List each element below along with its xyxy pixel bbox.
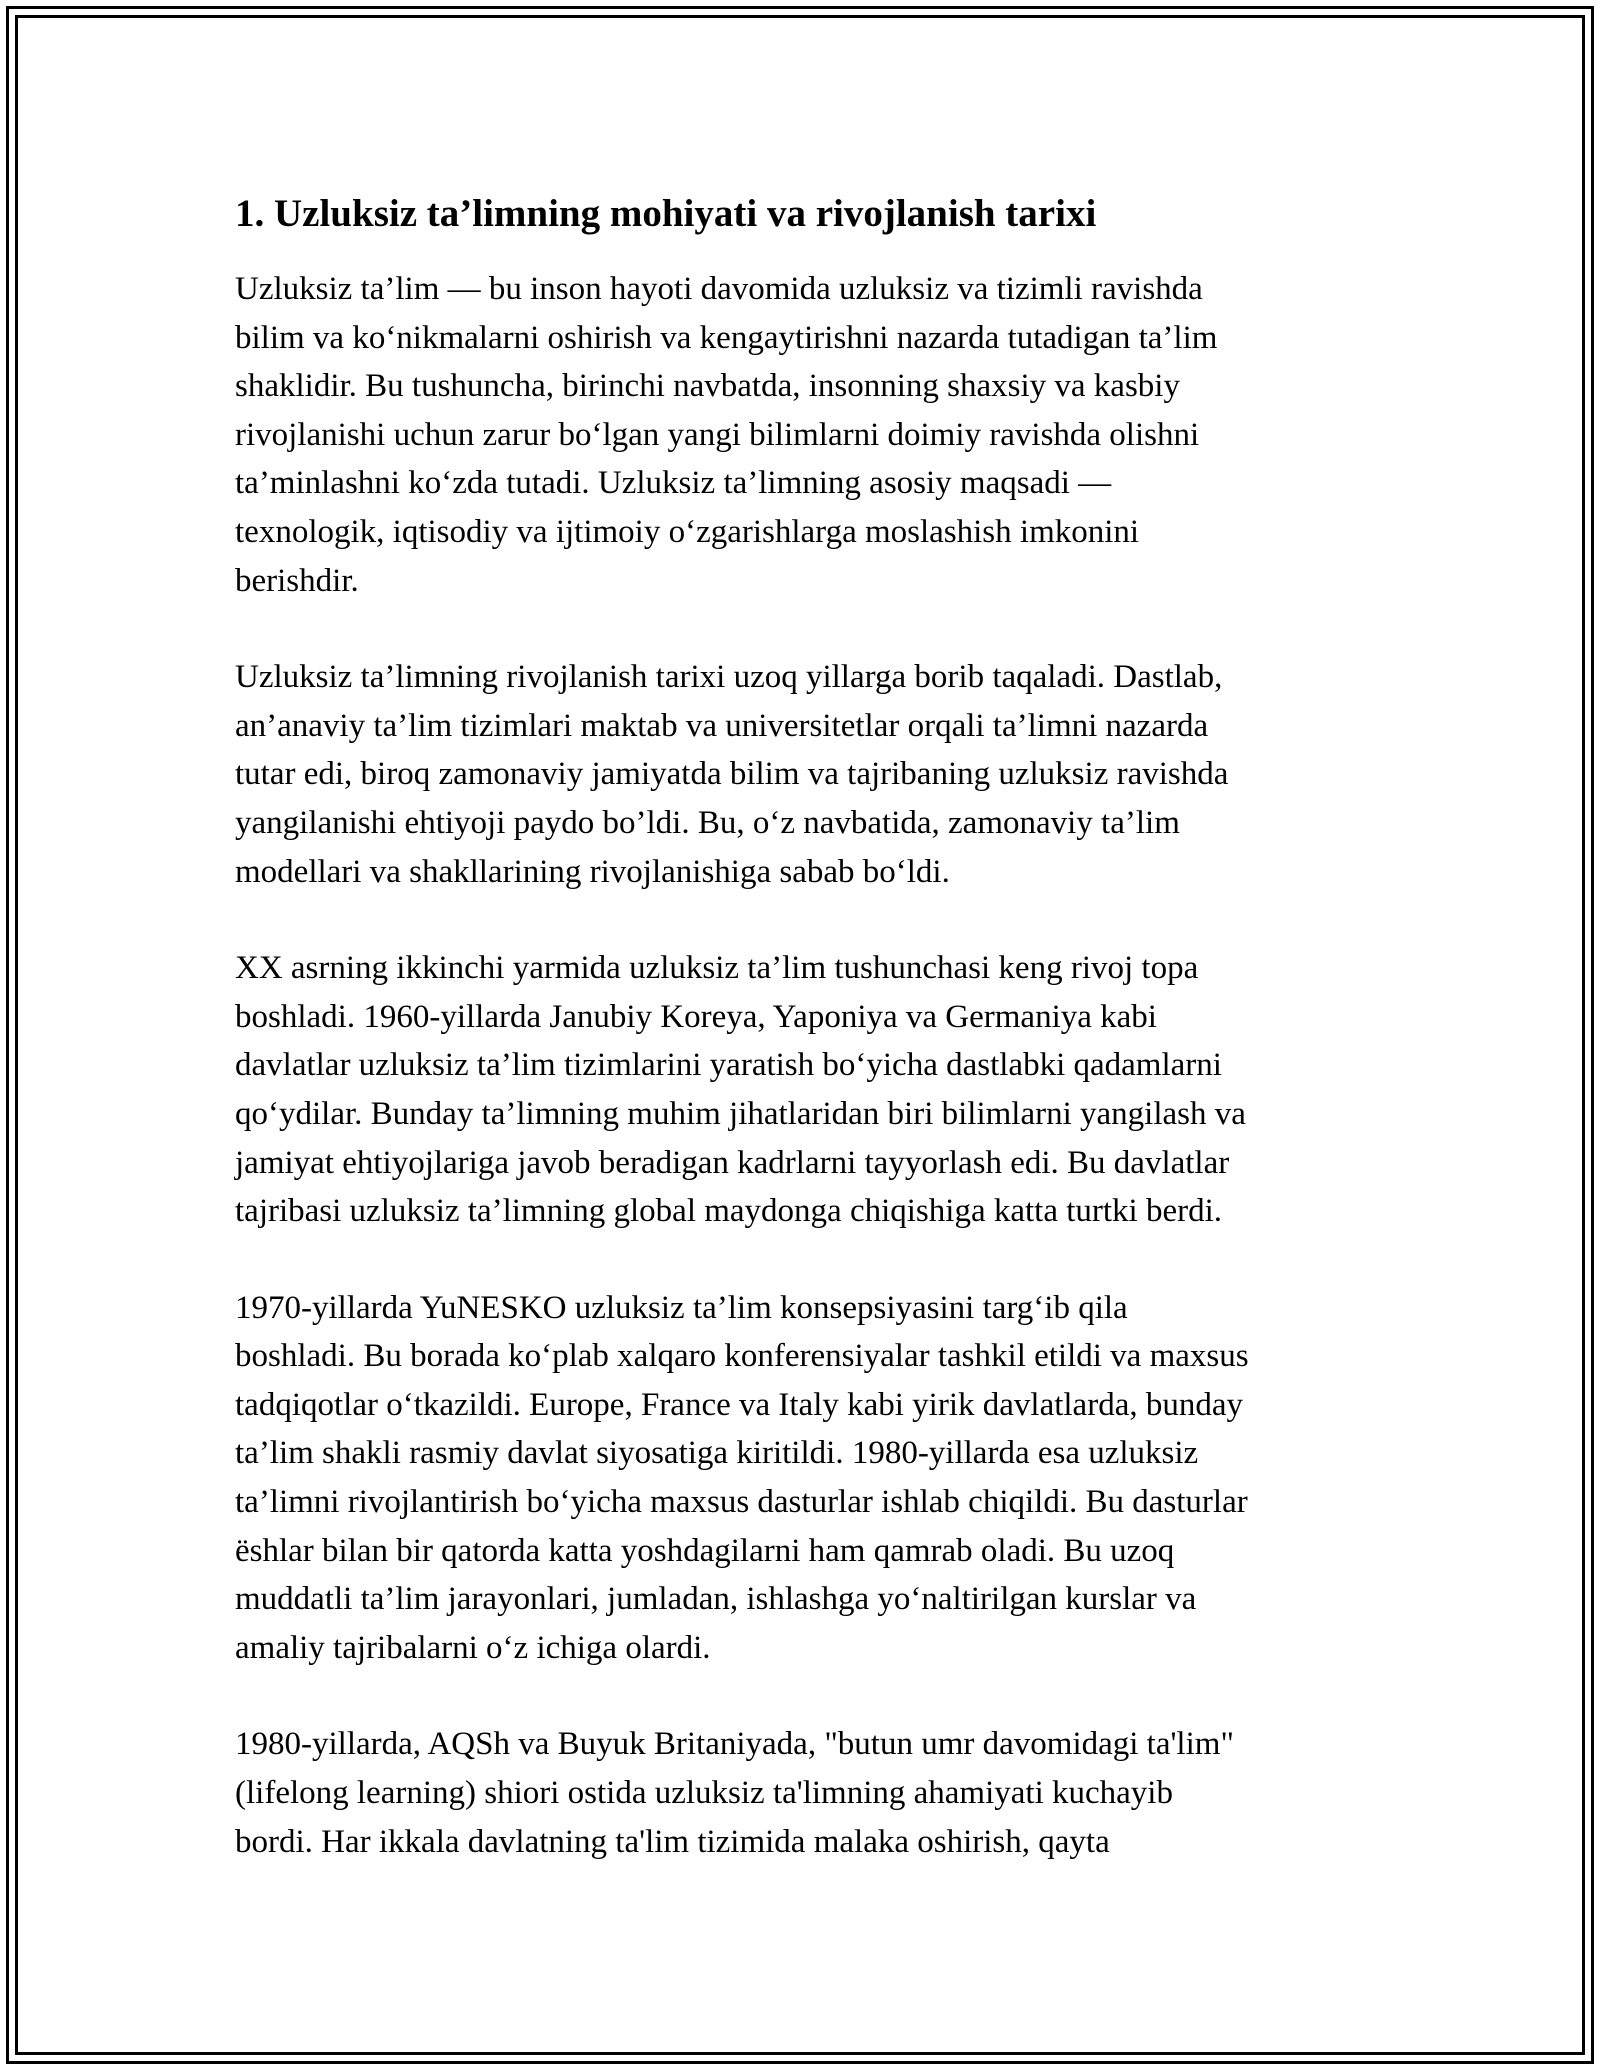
- text-line: boshladi. 1960-yillarda Janubiy Koreya, Yaponiya va Germaniya kabi: [235, 998, 1157, 1035]
- paragraph-container: [235, 265, 1375, 1866]
- text-line: ta’limni rivojlantirish bo‘yicha maxsus dasturlar ishlab chiqildi. Bu dasturlar: [235, 1484, 1248, 1521]
- text-line: qo‘ydilar. Bunday ta’limning muhim jihatlaridan biri bilimlarni yangilash va: [235, 1095, 1246, 1132]
- text-line: rivojlanishi uchun zarur bo‘lgan yangi bilimlarni doimiy ravishda olishni: [235, 416, 1200, 453]
- text-line: tadqiqotlar o‘tkazildi. Europe, France va Italy kabi yirik davlatlarda, bunday: [235, 1386, 1243, 1423]
- text-line: boshladi. Bu borada ko‘plab xalqaro konferensiyalar tashkil etildi va maxsus: [235, 1338, 1249, 1375]
- text-line: modellari va shakllarining rivojlanishiga sabab bo‘ldi.: [235, 853, 950, 890]
- text-line: bordi. Har ikkala davlatning ta'lim tizimida malaka oshirish, qayta: [235, 1823, 1110, 1860]
- text-line: an’anaviy ta’lim tizimlari maktab va universitetlar orqali ta’limni nazarda: [235, 707, 1209, 744]
- paragraph: [235, 944, 1375, 1236]
- text-line: (lifelong learning) shiori ostida uzluksiz ta'limning ahamiyati kuchayib: [235, 1775, 1173, 1812]
- text-line: tutar edi, biroq zamonaviy jamiyatda bilim va tajribaning uzluksiz ravishda: [235, 756, 1229, 793]
- document-body: [235, 186, 1375, 1914]
- text-line: texnologik, iqtisodiy va ijtimoiy o‘zgarishlarga moslashish imkonini: [235, 513, 1140, 550]
- text-line: amaliy tajribalarni o‘z ichiga olardi.: [235, 1629, 711, 1666]
- section-heading: 1. Uzluksiz ta’limning mohiyati va rivojlanish tarixi: [235, 192, 1097, 235]
- text-line: Uzluksiz ta’limning rivojlanish tarixi uzoq yillarga borib taqaladi. Dastlab,: [235, 659, 1223, 696]
- paragraph: [235, 1720, 1375, 1866]
- paragraph: [235, 265, 1375, 605]
- text-line: berishdir.: [235, 562, 359, 599]
- text-line: bilim va ko‘nikmalarni oshirish va kengaytirishni nazarda tutadigan ta’lim: [235, 319, 1218, 356]
- text-line: ëshlar bilan bir qatorda katta yoshdagilarni ham qamrab oladi. Bu uzoq: [235, 1532, 1175, 1569]
- text-line: ta’lim shakli rasmiy davlat siyosatiga kiritildi. 1980-yillarda esa uzluksiz: [235, 1435, 1199, 1472]
- paragraph: [235, 1284, 1375, 1673]
- text-line: ta’minlashni ko‘zda tutadi. Uzluksiz ta’limning asosiy maqsadi —: [235, 465, 1112, 502]
- text-line: XX asrning ikkinchi yarmida uzluksiz ta’lim tushunchasi keng rivoj topa: [235, 950, 1199, 987]
- text-line: yangilanishi ehtiyoji paydo bo’ldi. Bu, o‘z navbatida, zamonaviy ta’lim: [235, 804, 1180, 841]
- text-line: jamiyat ehtiyojlariga javob beradigan kadrlarni tayyorlash edi. Bu davlatlar: [235, 1144, 1230, 1181]
- text-line: 1980-yillarda, AQSh va Buyuk Britaniyada, "butun umr davomidagi ta'lim": [235, 1726, 1234, 1763]
- paragraph: [235, 653, 1375, 896]
- text-line: davlatlar uzluksiz ta’lim tizimlarini yaratish bo‘yicha dastlabki qadamlarni: [235, 1047, 1222, 1084]
- text-line: 1970-yillarda YuNESKO uzluksiz ta’lim konsepsiyasini targ‘ib qila: [235, 1289, 1128, 1326]
- text-line: tajribasi uzluksiz ta’limning global maydonga chiqishiga katta turtki berdi.: [235, 1193, 1223, 1230]
- text-line: muddatli ta’lim jarayonlari, jumladan, ishlashga yo‘naltirilgan kurslar va: [235, 1581, 1197, 1618]
- text-line: Uzluksiz ta’lim — bu inson hayoti davomida uzluksiz va tizimli ravishda: [235, 271, 1203, 307]
- text-line: shaklidir. Bu tushuncha, birinchi navbatda, insonning shaxsiy va kasbiy: [235, 368, 1180, 405]
